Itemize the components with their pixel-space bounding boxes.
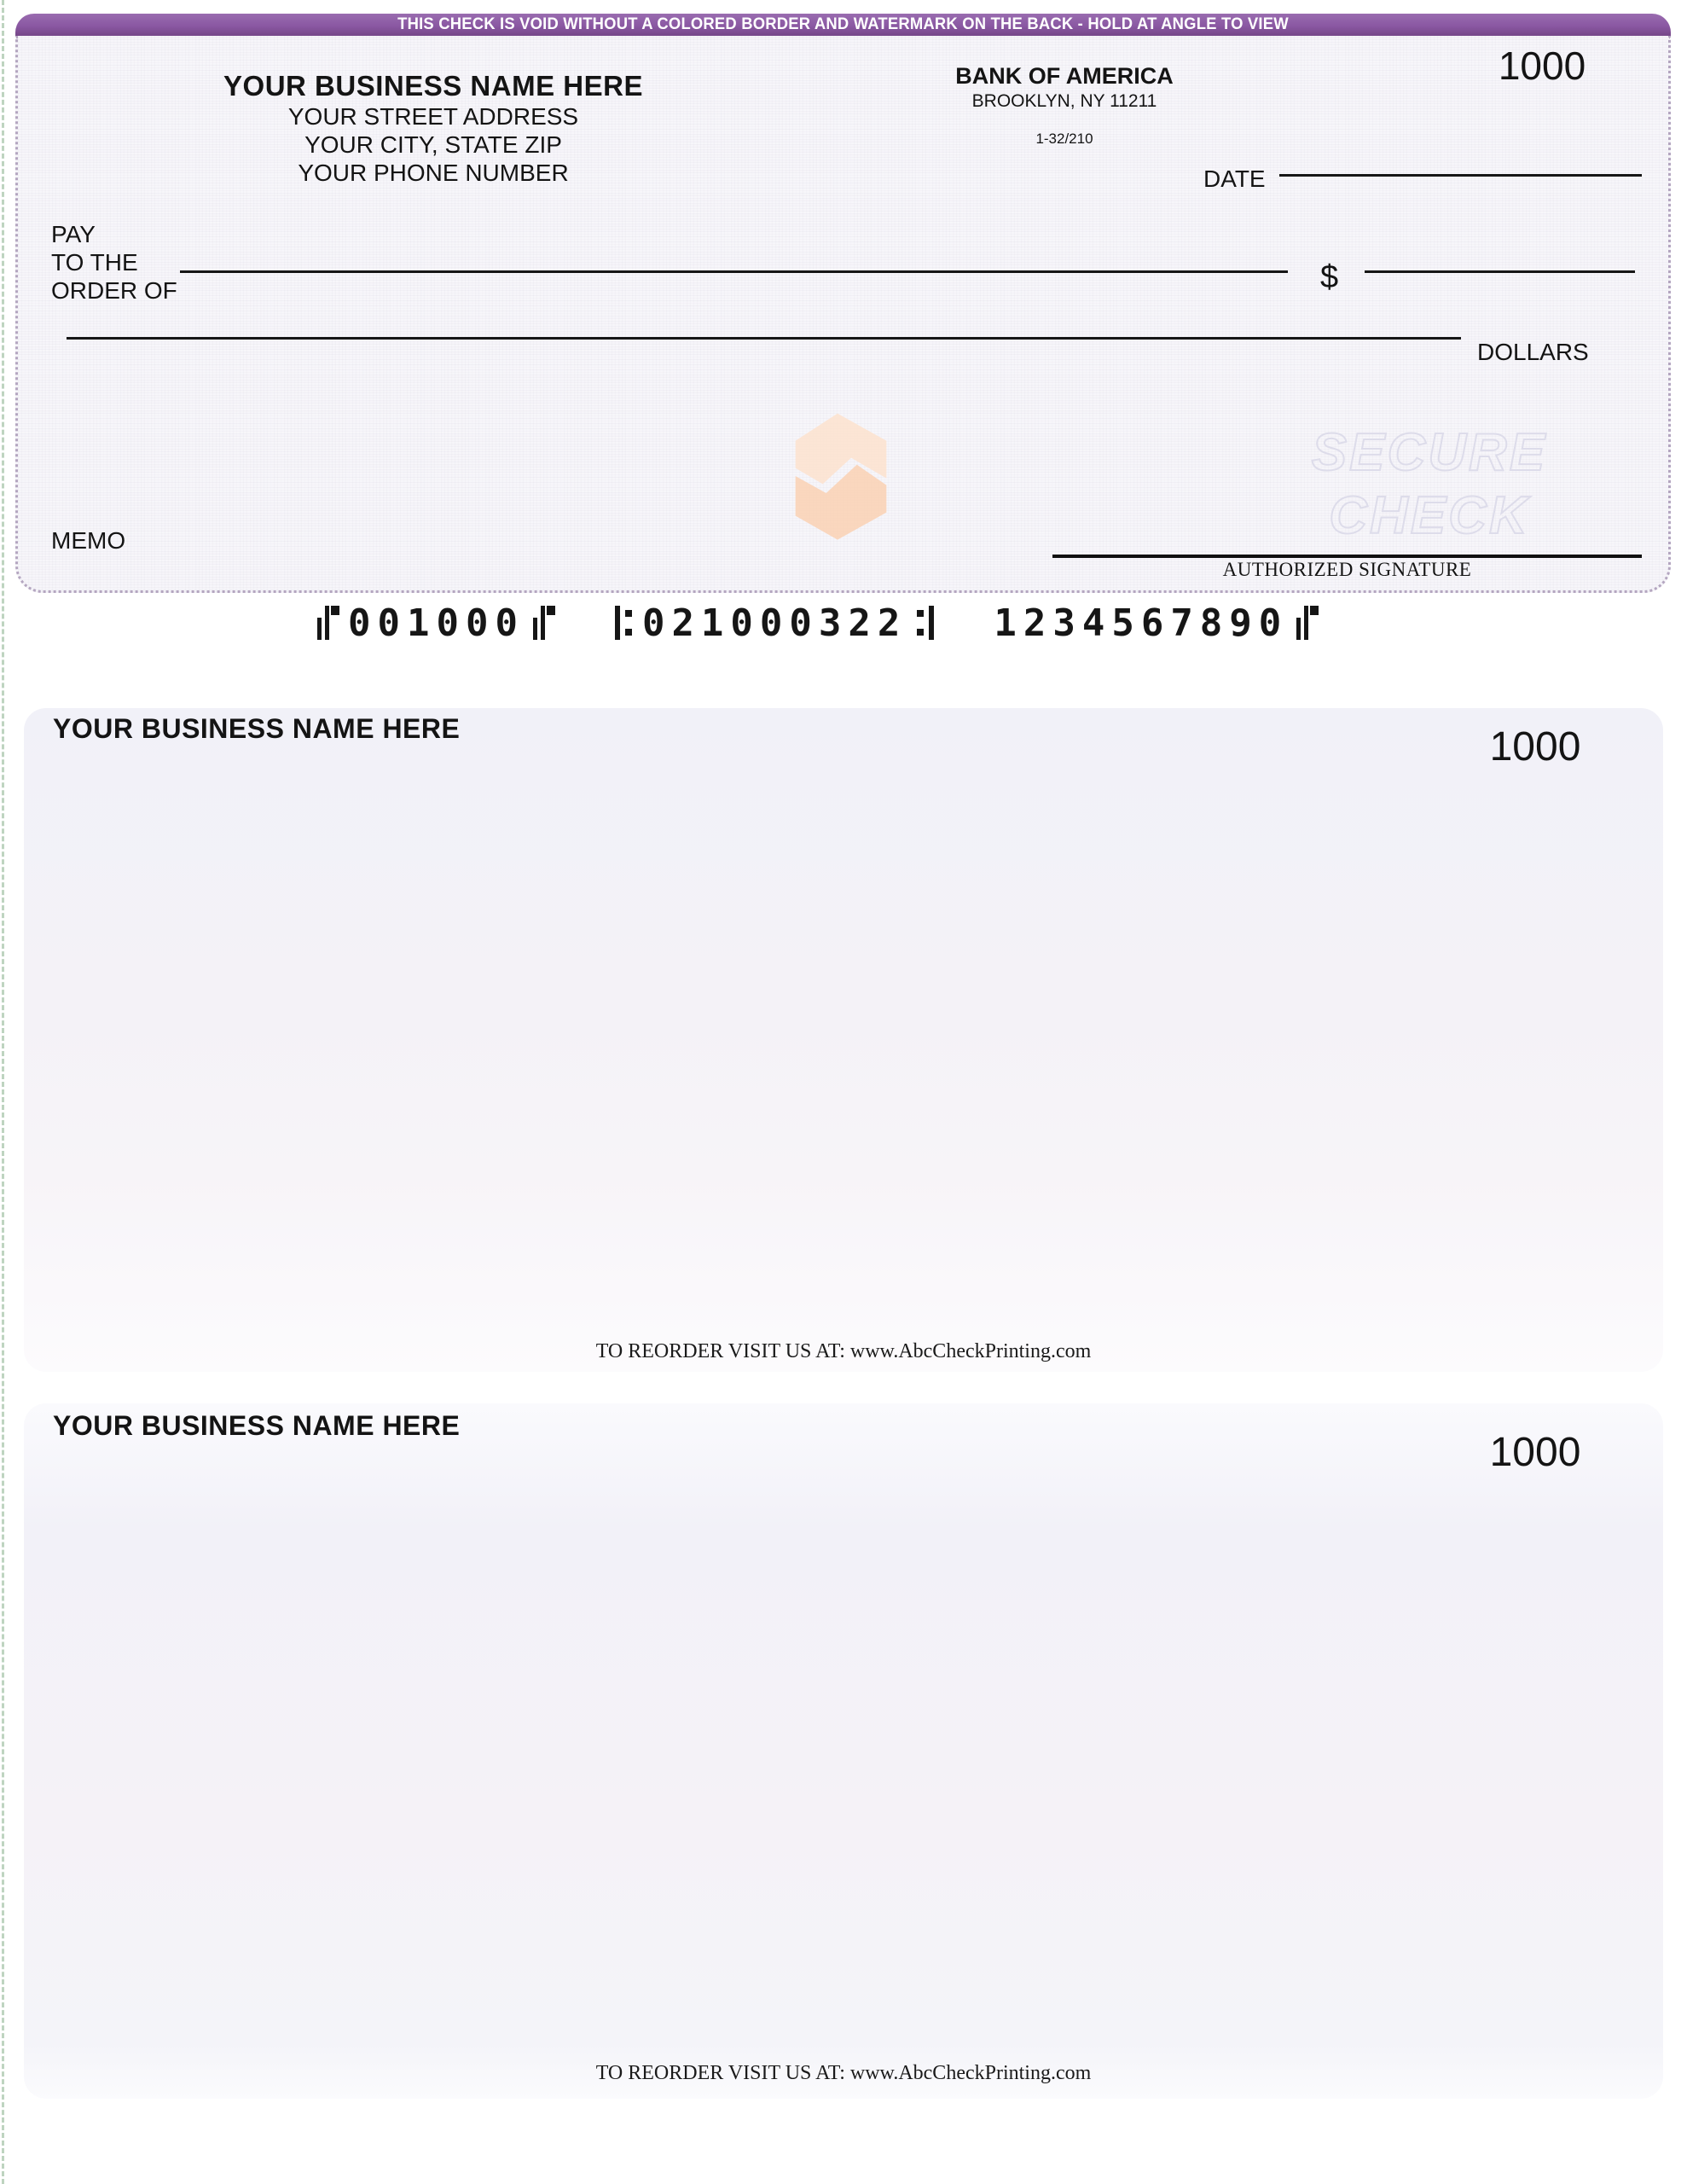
stub-check-number: 1000 (1489, 1430, 1581, 1475)
payer-street-address: YOUR STREET ADDRESS (287, 103, 579, 130)
date-fill-line (1279, 174, 1642, 177)
payee-fill-line (180, 270, 1288, 273)
micr-on-us-icon (533, 606, 555, 640)
pay-to-the-order-of-label (51, 220, 177, 305)
check-stub-2 (24, 1403, 1663, 2099)
bank-name: BANK OF AMERICA (955, 63, 1174, 89)
reorder-notice: TO REORDER VISIT US AT: www.AbcCheckPrinting.com (595, 2062, 1092, 2084)
void-warning-text: THIS CHECK IS VOID WITHOUT A COLORED BORDER AND WATERMARK ON THE BACK - HOLD AT ANGLE TO VIEW (397, 15, 1289, 33)
pay-label-line2: TO THE (51, 249, 138, 276)
written-amount-fill-line (67, 337, 1461, 340)
pay-label-line1: PAY (51, 221, 96, 247)
signature-fill-line (1052, 526, 1642, 558)
payer-block (152, 70, 715, 187)
pay-label-line3: ORDER OF (51, 277, 177, 304)
payer-phone: YOUR PHONE NUMBER (298, 160, 569, 186)
micr-on-us-digits: 001000 (348, 601, 525, 645)
void-warning-banner (15, 14, 1671, 36)
micr-transit-icon (915, 606, 934, 640)
signature-area (1052, 526, 1642, 581)
secure-check-logo-icon (780, 408, 896, 544)
micr-account-digits: 1234567890 (994, 601, 1289, 645)
date-label: DATE (1203, 166, 1266, 192)
check-number: 1000 (1498, 44, 1586, 88)
micr-transit-group (615, 601, 934, 645)
stub-business-name: YOUR BUSINESS NAME HERE (53, 1410, 461, 1441)
micr-on-us-icon (317, 606, 339, 640)
micr-line (317, 602, 1319, 643)
secure-check-watermark-line2: CHECK (1329, 486, 1530, 545)
dollar-sign-label: $ (1320, 259, 1339, 295)
dollars-label: DOLLARS (1477, 339, 1589, 365)
stub-check-number: 1000 (1489, 724, 1581, 770)
micr-on-us-icon (1296, 606, 1319, 640)
micr-account-group (994, 601, 1319, 645)
micr-transit-icon (615, 606, 634, 640)
micr-on-us-group (317, 601, 555, 645)
memo-label: MEMO (51, 527, 126, 554)
authorized-signature-label: AUTHORIZED SIGNATURE (1222, 559, 1472, 580)
bank-fraction-code: 1-32/210 (1035, 131, 1093, 147)
check-stub-1 (24, 708, 1663, 1372)
payer-business-name: YOUR BUSINESS NAME HERE (223, 70, 643, 102)
secure-check-watermark-line1: SECURE (1311, 423, 1548, 482)
perforation-line (2, 0, 4, 2184)
micr-transit-digits: 021000322 (641, 601, 907, 645)
check (15, 14, 1671, 595)
amount-fill-line (1365, 270, 1635, 273)
reorder-notice: TO REORDER VISIT US AT: www.AbcCheckPrinting.com (595, 1340, 1092, 1362)
payer-city-state-zip: YOUR CITY, STATE ZIP (304, 131, 562, 158)
bank-city: BROOKLYN, NY 11211 (971, 91, 1157, 111)
stub-business-name: YOUR BUSINESS NAME HERE (53, 713, 461, 744)
bank-block (902, 63, 1226, 148)
